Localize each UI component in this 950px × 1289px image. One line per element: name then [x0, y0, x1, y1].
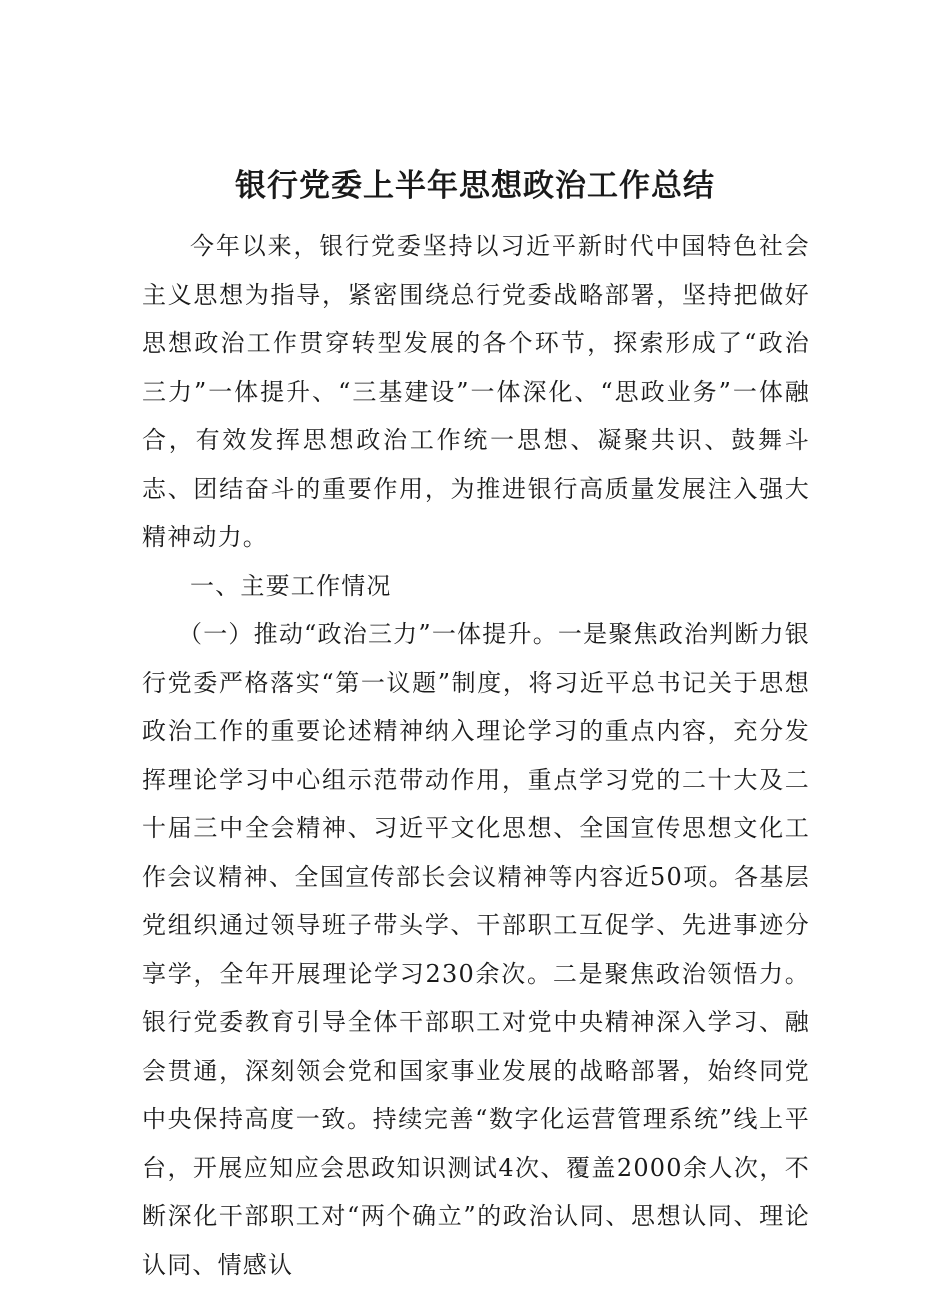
section-heading: 一、主要工作情况 [190, 571, 392, 600]
document-body [142, 222, 810, 1289]
intro-paragraph: 今年以来，银行党委坚持以习近平新时代中国特色社会主义思想为指导，紧密围绕总行党委战略部署，坚持把做好思想政治工作贯穿转型发展的各个环节，探索形成了“政治三力”一体提升、“三基建设”一体深化、“思政业务”一体融合，有效发挥思想政治工作统一思想、凝聚共识、鼓舞斗志、团结奋斗的重要作用，为推进银行高质量发展注入强大精神动力。 [142, 232, 810, 551]
section-paragraph: （一）推动“政治三力”一体提升。一是聚焦政治判断力银行党委严格落实“第一议题”制度，将习近平总书记关于思想政治工作的重要论述精神纳入理论学习的重点内容，充分发挥理论学习中心组示范带动作用，重点学习党的二十大及二十届三中全会精神、习近平文化思想、全国宣传思想文化工作会议精神、全国宣传部长会议精神等内容近50项。各基层党组织通过领导班子带头学、干部职工互促学、先进事迹分享学，全年开展理论学习230余次。二是聚焦政治领悟力。银行党委教育引导全体干部职工对党中央精神深入学习、融会贯通，深刻领会党和国家事业发展的战略部署，始终同党中央保持高度一致。持续完善“数字化运营管理系统”线上平台，开展应知应会思政知识测试4次、覆盖2000余人次，不断深化干部职工对“两个确立”的政治认同、思想认同、理论认同、情感认 [142, 620, 810, 1279]
document-title: 银行党委上半年思想政治工作总结 [235, 168, 715, 204]
